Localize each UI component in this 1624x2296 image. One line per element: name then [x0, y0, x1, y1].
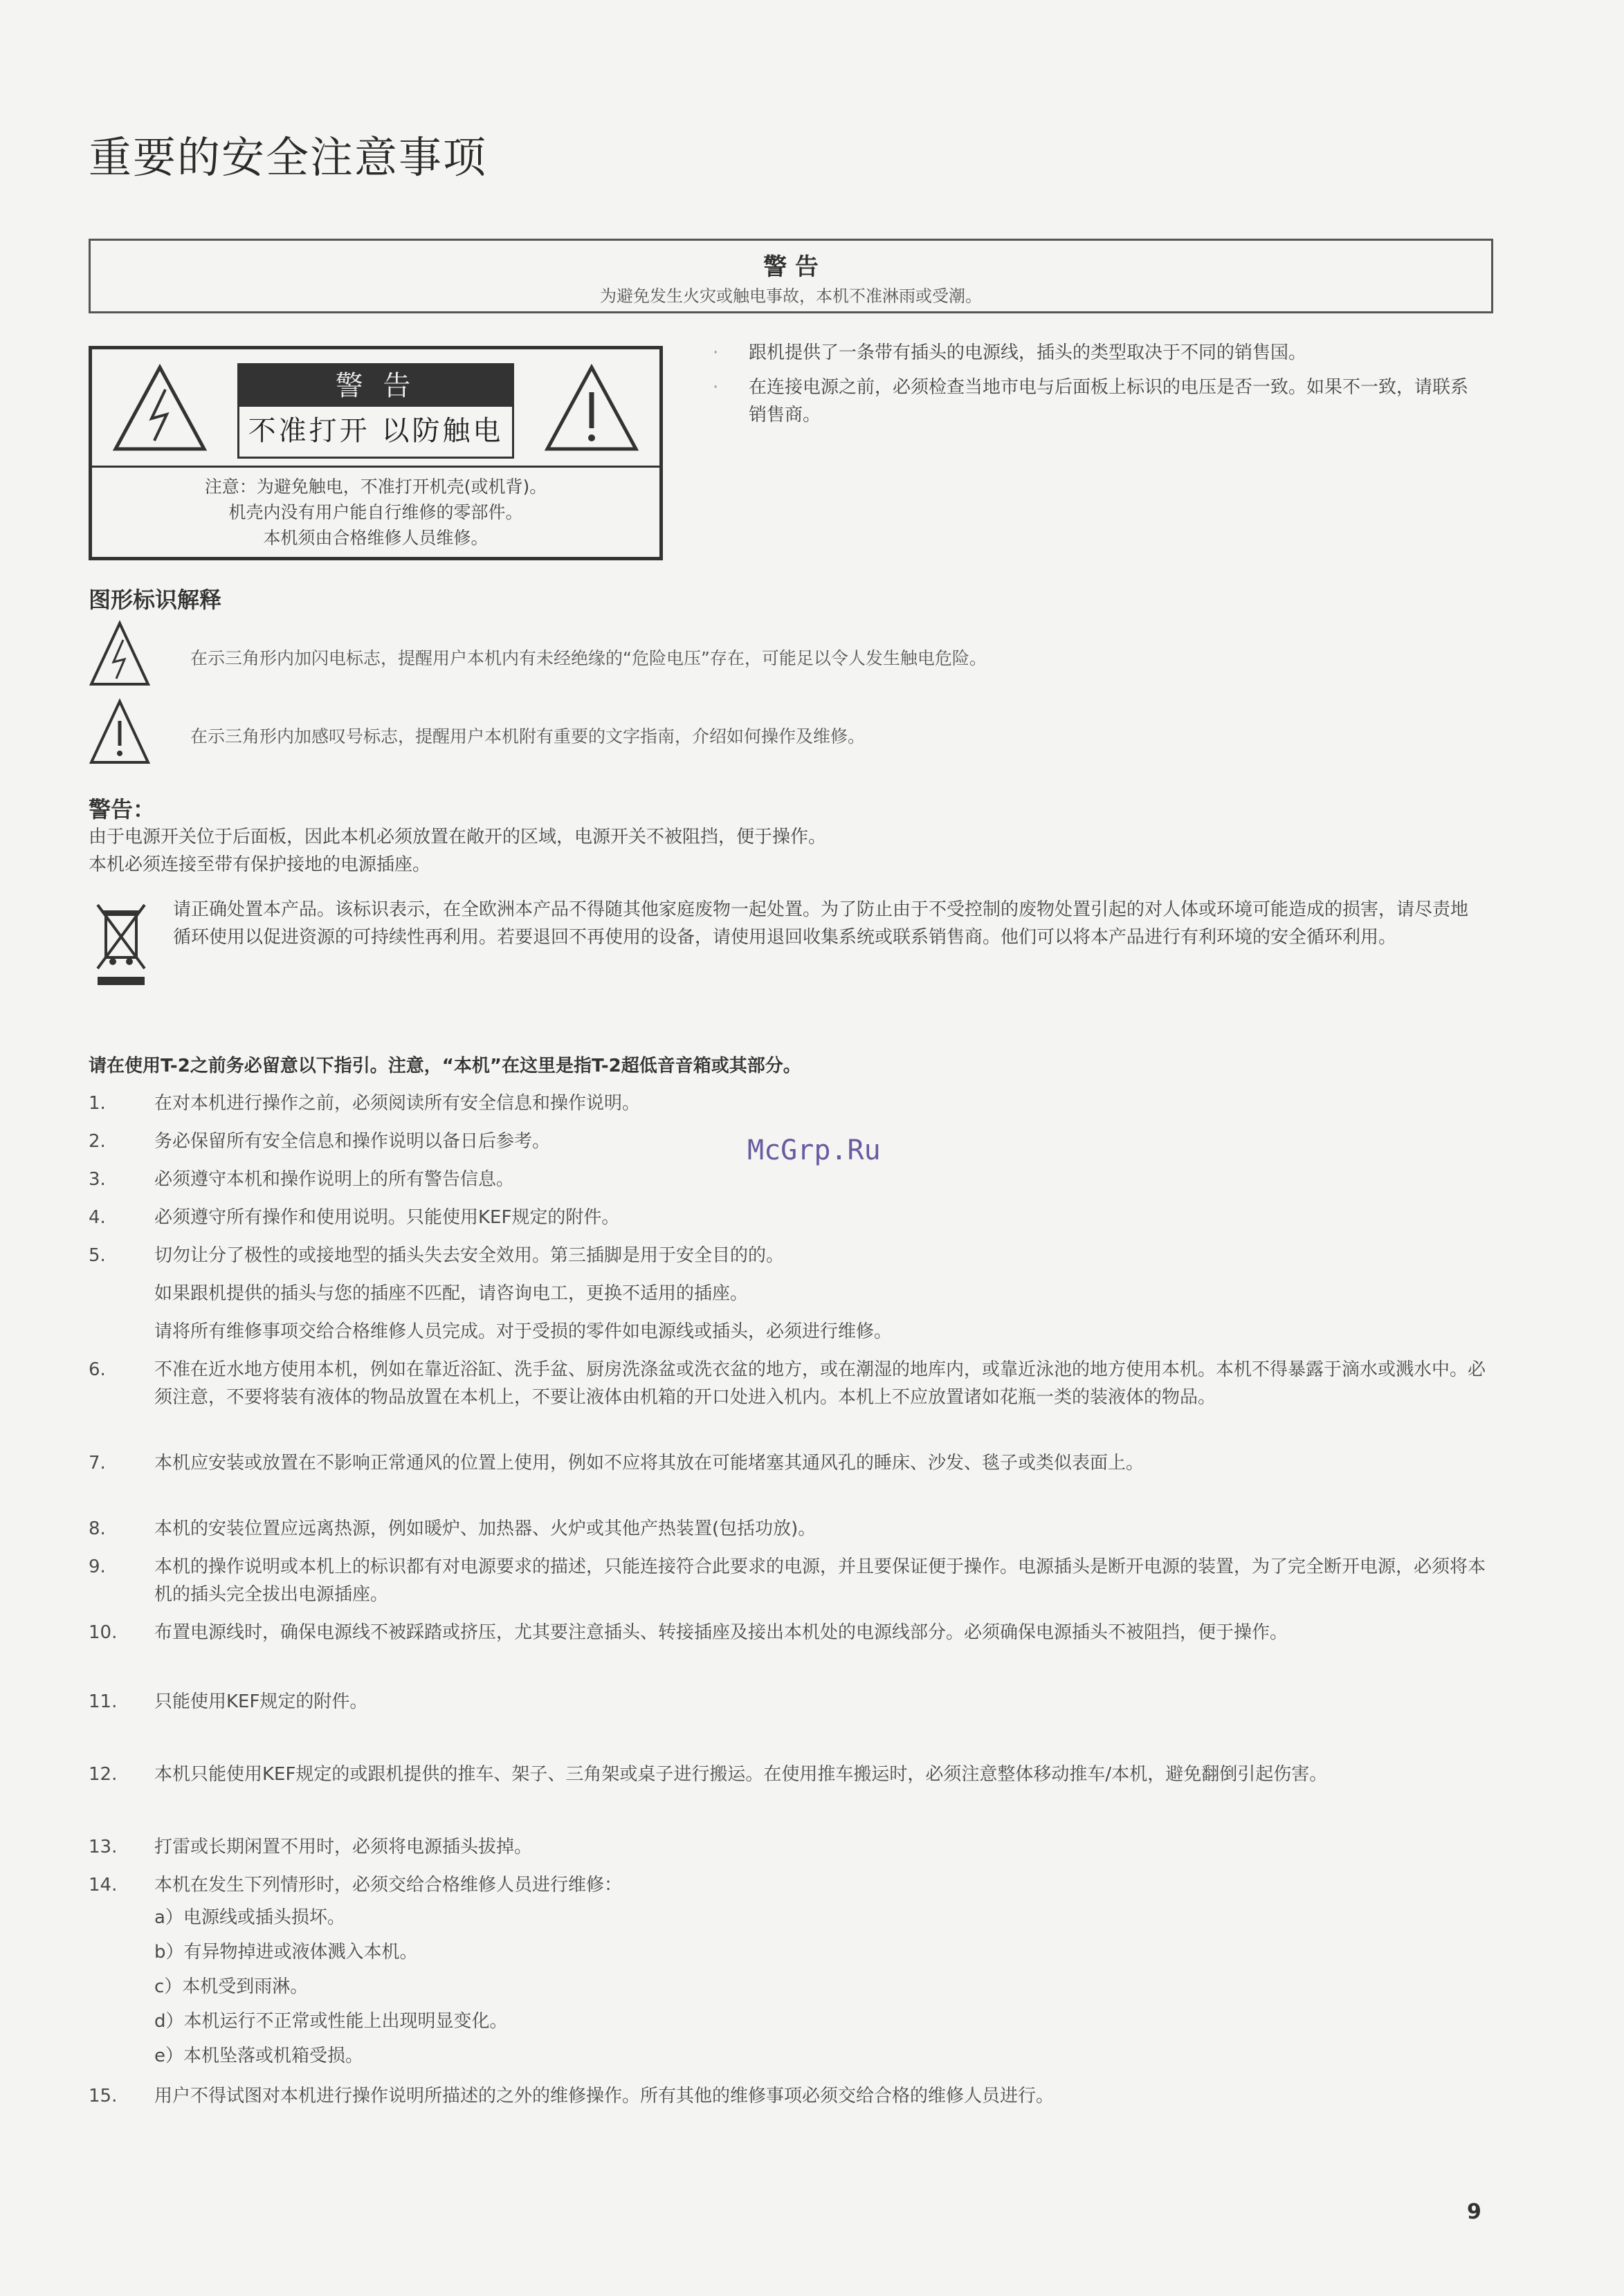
list-number: 8.	[89, 1518, 106, 1539]
list-text: 切勿让分了极性的或接地型的插头失去安全效用。第三插脚是用于安全目的的。	[154, 1245, 785, 1266]
list-text: 本机的操作说明或本机上的标识都有对电源要求的描述，只能连接符合此要求的电源，并且要保证便于操作。电源插头是断开电源的装置，为了完全断开电源，必须将本机的插头完全拔出电源插座。	[154, 1556, 1486, 1605]
lightning-triangle-icon	[111, 363, 208, 453]
list-text: 打雷或长期闲置不用时，必须将电源插头拔掉。	[154, 1837, 533, 1857]
list-item	[89, 1515, 1493, 1543]
list-item	[89, 2082, 1493, 2110]
weee-text: 请正确处置本产品。该标识表示，在全欧洲本产品不得随其他家庭废物一起处置。为了防止由于不受控制的废物处置引起的对人体或环境可能造成的损害，请尽责地循环使用以促进资源的可持续性再利用。若要退回不再使用的设备，请使用退回收集系统或联系销售商。他们可以将本产品进行有利环境的安全循环利用。	[173, 899, 1469, 948]
warning-heading: 警 告	[763, 253, 819, 281]
list-item	[89, 1318, 1493, 1346]
list-text: 务必保留所有安全信息和操作说明以备日后参考。	[154, 1131, 551, 1152]
list-number: 6.	[89, 1359, 106, 1380]
list-number: 2.	[89, 1131, 106, 1152]
exclamation-symbol-icon	[89, 697, 151, 769]
caution-note-line: 机壳内没有用户能自行维修的零部件。	[228, 502, 523, 522]
list-text: 只能使用KEF规定的附件。	[154, 1691, 368, 1712]
bullet-item	[713, 374, 1488, 429]
caution-note	[92, 474, 659, 551]
list-text: 必须遵守本机和操作说明上的所有警告信息。	[154, 1169, 515, 1190]
bullet-text: 在连接电源之前，必须检查当地市电与后面板上标识的电压是否一致。如果不一致，请联系销售商。	[749, 377, 1469, 425]
list-text: 用户不得试图对本机进行操作说明所描述的之外的维修操作。所有其他的维修事项必须交给合格的维修人员进行。	[154, 2086, 1055, 2106]
caution-center	[237, 363, 514, 459]
list-item	[89, 1871, 1493, 1899]
list-text: 必须遵守所有操作和使用说明。只能使用KEF规定的附件。	[154, 1207, 620, 1228]
caution-note-line: 注意：为避免触电，不准打开机壳(或机背)。	[204, 477, 547, 497]
sub-item: e）本机坠落或机箱受损。	[154, 2046, 363, 2066]
warning-text: 为避免发生火灾或触电事故，本机不准淋雨或受潮。	[600, 286, 982, 306]
page-number: 9	[1467, 2200, 1481, 2224]
caution-note-line: 本机须由合格维修人员维修。	[263, 528, 489, 548]
list-number: 12.	[89, 1764, 118, 1785]
list-item	[89, 1280, 1493, 1307]
list-number: 4.	[89, 1207, 106, 1228]
list-number: 1.	[89, 1093, 106, 1114]
list-item	[89, 1356, 1493, 1439]
list-number: 3.	[89, 1169, 106, 1190]
list-number: 9.	[89, 1556, 106, 1577]
bullet-dot-icon: ·	[713, 342, 719, 363]
list-text: 在对本机进行操作之前，必须阅读所有安全信息和操作说明。	[154, 1093, 641, 1114]
list-number: 5.	[89, 1245, 106, 1266]
symbols-heading: 图形标识解释	[89, 587, 222, 613]
list-text: 如果跟机提供的插头与您的插座不匹配，请咨询电工，更换不适用的插座。	[154, 1283, 749, 1304]
list-text: 本机应安装或放置在不影响正常通风的位置上使用，例如不应将其放在可能堵塞其通风孔的睡床、沙发、毯子或类似表面上。	[154, 1453, 1144, 1473]
list-number: 15.	[89, 2086, 118, 2106]
list-number: 11.	[89, 1691, 118, 1712]
list-item	[89, 1242, 1493, 1269]
list-text: 本机只能使用KEF规定的或跟机提供的推车、架子、三角架或桌子进行搬运。在使用推车搬运时，必须注意整体移动推车/本机，避免翻倒引起伤害。	[154, 1764, 1328, 1785]
instructions-intro: 请在使用T-2之前务必留意以下指引。注意，“本机”在这里是指T-2超低音音箱或其部分。	[89, 1056, 801, 1076]
warning2-line: 由于电源开关位于后面板，因此本机必须放置在敞开的区域，电源开关不被阻挡，便于操作。	[89, 827, 827, 847]
list-number: 14.	[89, 1875, 118, 1895]
list-item	[89, 1204, 1493, 1231]
list-number: 13.	[89, 1837, 118, 1857]
page-title: 重要的安全注意事项	[89, 132, 488, 183]
list-number: 7.	[89, 1453, 106, 1473]
lightning-symbol-icon	[89, 619, 151, 691]
list-item	[89, 1619, 1493, 1674]
sub-item: b）有异物掉进或液体溅入本机。	[154, 1942, 418, 1963]
exclamation-description: 在示三角形内加感叹号标志，提醒用户本机附有重要的文字指南，介绍如何操作及维修。	[190, 726, 866, 746]
warning-box	[89, 239, 1493, 313]
exclamation-triangle-icon	[543, 363, 640, 453]
list-item	[89, 1761, 1493, 1816]
list-item	[89, 1553, 1493, 1608]
caution-top: 警 告	[239, 365, 512, 407]
warning2-heading: 警告：	[89, 796, 156, 823]
list-item	[89, 1688, 1493, 1716]
list-number: 10.	[89, 1622, 118, 1643]
bullet-dot-icon: ·	[713, 377, 719, 398]
sub-item: a）电源线或插头损坏。	[154, 1907, 345, 1928]
list-text: 本机在发生下列情形时，必须交给合格维修人员进行维修：	[154, 1875, 623, 1895]
watermark-text: McGrp.Ru	[747, 1135, 881, 1166]
caution-bottom: 不准打开 以防触电	[248, 415, 504, 447]
list-item	[89, 1166, 1493, 1193]
list-text: 不准在近水地方使用本机，例如在靠近浴缸、洗手盆、厨房洗涤盆或洗衣盆的地方，或在潮湿的地库内，或靠近泳池的地方使用本机。本机不得暴露于滴水或溅水中。必须注意，不要将装有液体的物品放置在本机上，不要让液体由机箱的开口处进入机内。本机上不应放置诸如花瓶一类的装液体的物品。	[154, 1359, 1486, 1408]
weee-bin-icon	[93, 899, 149, 989]
sub-item: d）本机运行不正常或性能上出现明显变化。	[154, 2011, 508, 2032]
list-text: 请将所有维修事项交给合格维修人员完成。对于受损的零件如电源线或插头，必须进行维修。	[154, 1321, 893, 1342]
caution-label	[89, 346, 663, 560]
sub-item: c）本机受到雨淋。	[154, 1976, 309, 1997]
warning2-line: 本机必须连接至带有保护接地的电源插座。	[89, 854, 431, 875]
caution-divider	[92, 466, 659, 468]
bullet-text: 跟机提供了一条带有插头的电源线，插头的类型取决于不同的销售国。	[749, 342, 1307, 363]
bullet-item	[713, 339, 1488, 367]
list-text: 布置电源线时，确保电源线不被踩踏或挤压，尤其要注意插头、转接插座及接出本机处的电源线部分。必须确保电源插头不被阻挡，便于操作。	[154, 1622, 1288, 1643]
list-item	[89, 1833, 1493, 1861]
list-item	[89, 1449, 1493, 1505]
list-item	[89, 1090, 1493, 1117]
lightning-description: 在示三角形内加闪电标志，提醒用户本机内有未经绝缘的“危险电压”存在，可能足以令人发生触电危险。	[190, 648, 987, 668]
list-text: 本机的安装位置应远离热源，例如暖炉、加热器、火炉或其他产热装置(包括功放)。	[154, 1518, 816, 1539]
